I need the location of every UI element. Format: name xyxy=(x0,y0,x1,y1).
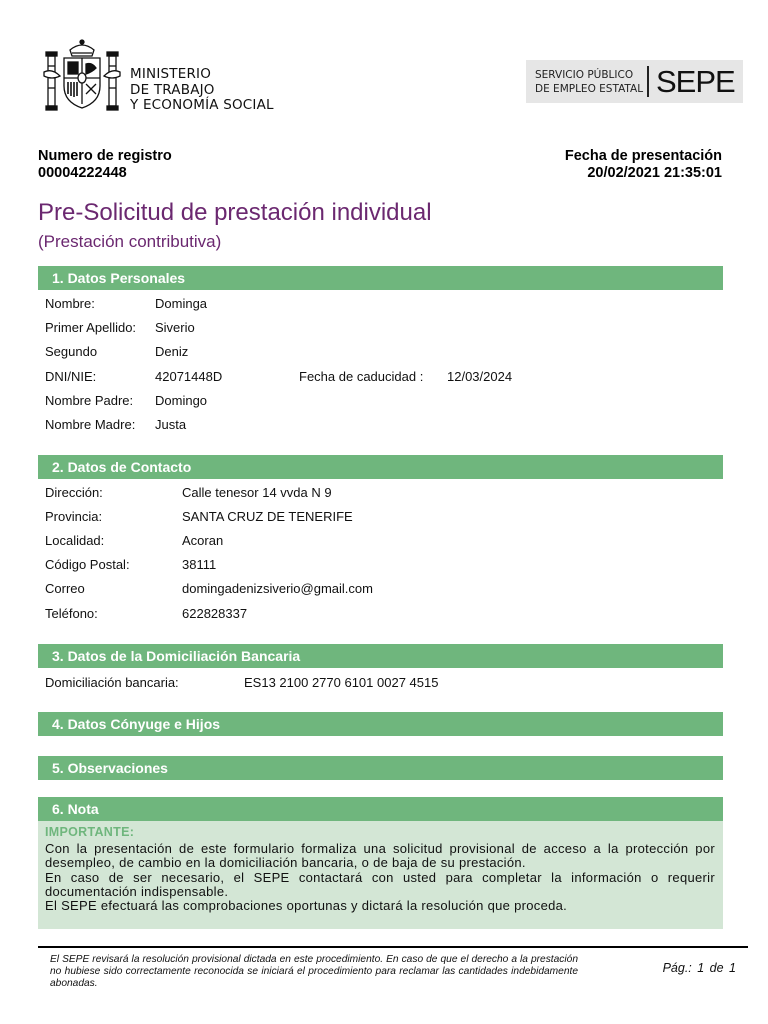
note-paragraph-1: Con la presentación de este formulario formaliza una solicitud provisional de acceso a la protección por desempleo, de cambio en la domiciliación bancaria, o de baja de su prestación. xyxy=(45,841,715,871)
page-subtitle: (Prestación contributiva) xyxy=(38,232,222,251)
codigo-postal-value: 38111 xyxy=(182,557,217,572)
domiciliacion-value: ES13 2100 2770 6101 0027 4515 xyxy=(244,675,439,690)
nombre-madre-value: Justa xyxy=(155,417,187,432)
caducidad-label: Fecha de caducidad : xyxy=(299,369,424,384)
nombre-madre-label: Nombre Madre: xyxy=(45,417,136,432)
section-header-spouse-children: 4. Datos Cónyuge e Hijos xyxy=(38,712,723,736)
primer-apellido-label: Primer Apellido: xyxy=(45,320,137,335)
correo-value: domingadenizsiverio@gmail.com xyxy=(182,581,373,596)
footer-divider xyxy=(38,946,748,948)
segundo-apellido-value: Deniz xyxy=(155,344,189,359)
section-header-bank: 3. Datos de la Domiciliación Bancaria xyxy=(38,644,723,668)
correo-label: Correo xyxy=(45,581,85,596)
section-header-personal: 1. Datos Personales xyxy=(38,266,723,290)
sepe-logo: SEPE xyxy=(656,64,735,99)
primer-apellido-value: Siverio xyxy=(155,320,195,335)
submission-date-value: 20/02/2021 21:35:01 xyxy=(587,165,722,181)
ministry-line-2: DE TRABAJO xyxy=(130,81,215,98)
ministry-line-3: Y ECONOMÍA SOCIAL xyxy=(130,97,274,113)
registration-number-block xyxy=(38,148,172,182)
caducidad-value: 12/03/2024 xyxy=(447,369,513,384)
sepe-logo-box xyxy=(526,60,743,103)
segundo-apellido-label: Segundo xyxy=(45,344,98,359)
ministry-line-1: MINISTERIO xyxy=(130,66,212,82)
direccion-value: Calle tenesor 14 vvda N 9 xyxy=(182,485,332,500)
nombre-value: Dominga xyxy=(155,296,208,311)
page-title: Pre-Solicitud de prestación individual xyxy=(38,199,432,226)
direccion-label: Dirección: xyxy=(45,485,103,500)
submission-date-block xyxy=(565,148,722,182)
nombre-padre-value: Domingo xyxy=(155,393,208,408)
footer-disclaimer-text: El SEPE revisará la resolución provisional dictada en este procedimiento. En caso de que el derecho a la prestación no hubiese sido correctamente reconocida se iniciará el procedimiento para reclamar las cantidades indebidamente abonadas. xyxy=(50,954,578,990)
sepe-separator xyxy=(647,66,649,97)
nombre-padre-label: Nombre Padre: xyxy=(45,393,134,408)
footer-disclaimer xyxy=(50,954,578,991)
provincia-value: SANTA CRUZ DE TENERIFE xyxy=(182,509,353,524)
note-paragraph-3: El SEPE efectuará las comprobaciones oportunas y dictará la resolución que proceda. xyxy=(45,898,568,914)
sepe-line-2: DE EMPLEO ESTATAL xyxy=(535,83,644,95)
registration-number-value: 00004222448 xyxy=(38,165,127,181)
submission-date-label: Fecha de presentación xyxy=(564,148,722,164)
dni-value: 42071448D xyxy=(155,369,223,384)
telefono-value: 622828337 xyxy=(182,606,248,621)
section-header-contact: 2. Datos de Contacto xyxy=(38,455,723,479)
ministry-name xyxy=(130,67,274,114)
page-number: Pág.: 1 de 1 xyxy=(662,961,736,975)
provincia-label: Provincia: xyxy=(45,509,103,524)
note-paragraph-2: En caso de ser necesario, el SEPE contactará con usted para completar la información o requerir documentación indispensable. xyxy=(45,869,715,899)
telefono-label: Teléfono: xyxy=(45,606,98,621)
registration-number-label: Numero de registro xyxy=(38,148,172,164)
localidad-value: Acoran xyxy=(182,533,224,548)
section-header-note: 6. Nota xyxy=(38,797,723,821)
domiciliacion-label: Domiciliación bancaria: xyxy=(45,675,179,690)
coat-of-arms-icon xyxy=(42,38,122,116)
note-box xyxy=(38,821,723,929)
nombre-label: Nombre: xyxy=(45,296,95,311)
document-header xyxy=(0,0,768,140)
note-important-label: IMPORTANTE: xyxy=(45,825,135,839)
codigo-postal-label: Código Postal: xyxy=(45,557,130,572)
dni-label: DNI/NIE: xyxy=(45,369,97,384)
section-header-observations: 5. Observaciones xyxy=(38,756,723,780)
note-text xyxy=(45,842,715,913)
sepe-line-1: SERVICIO PÚBLICO xyxy=(535,69,634,81)
localidad-label: Localidad: xyxy=(45,533,105,548)
